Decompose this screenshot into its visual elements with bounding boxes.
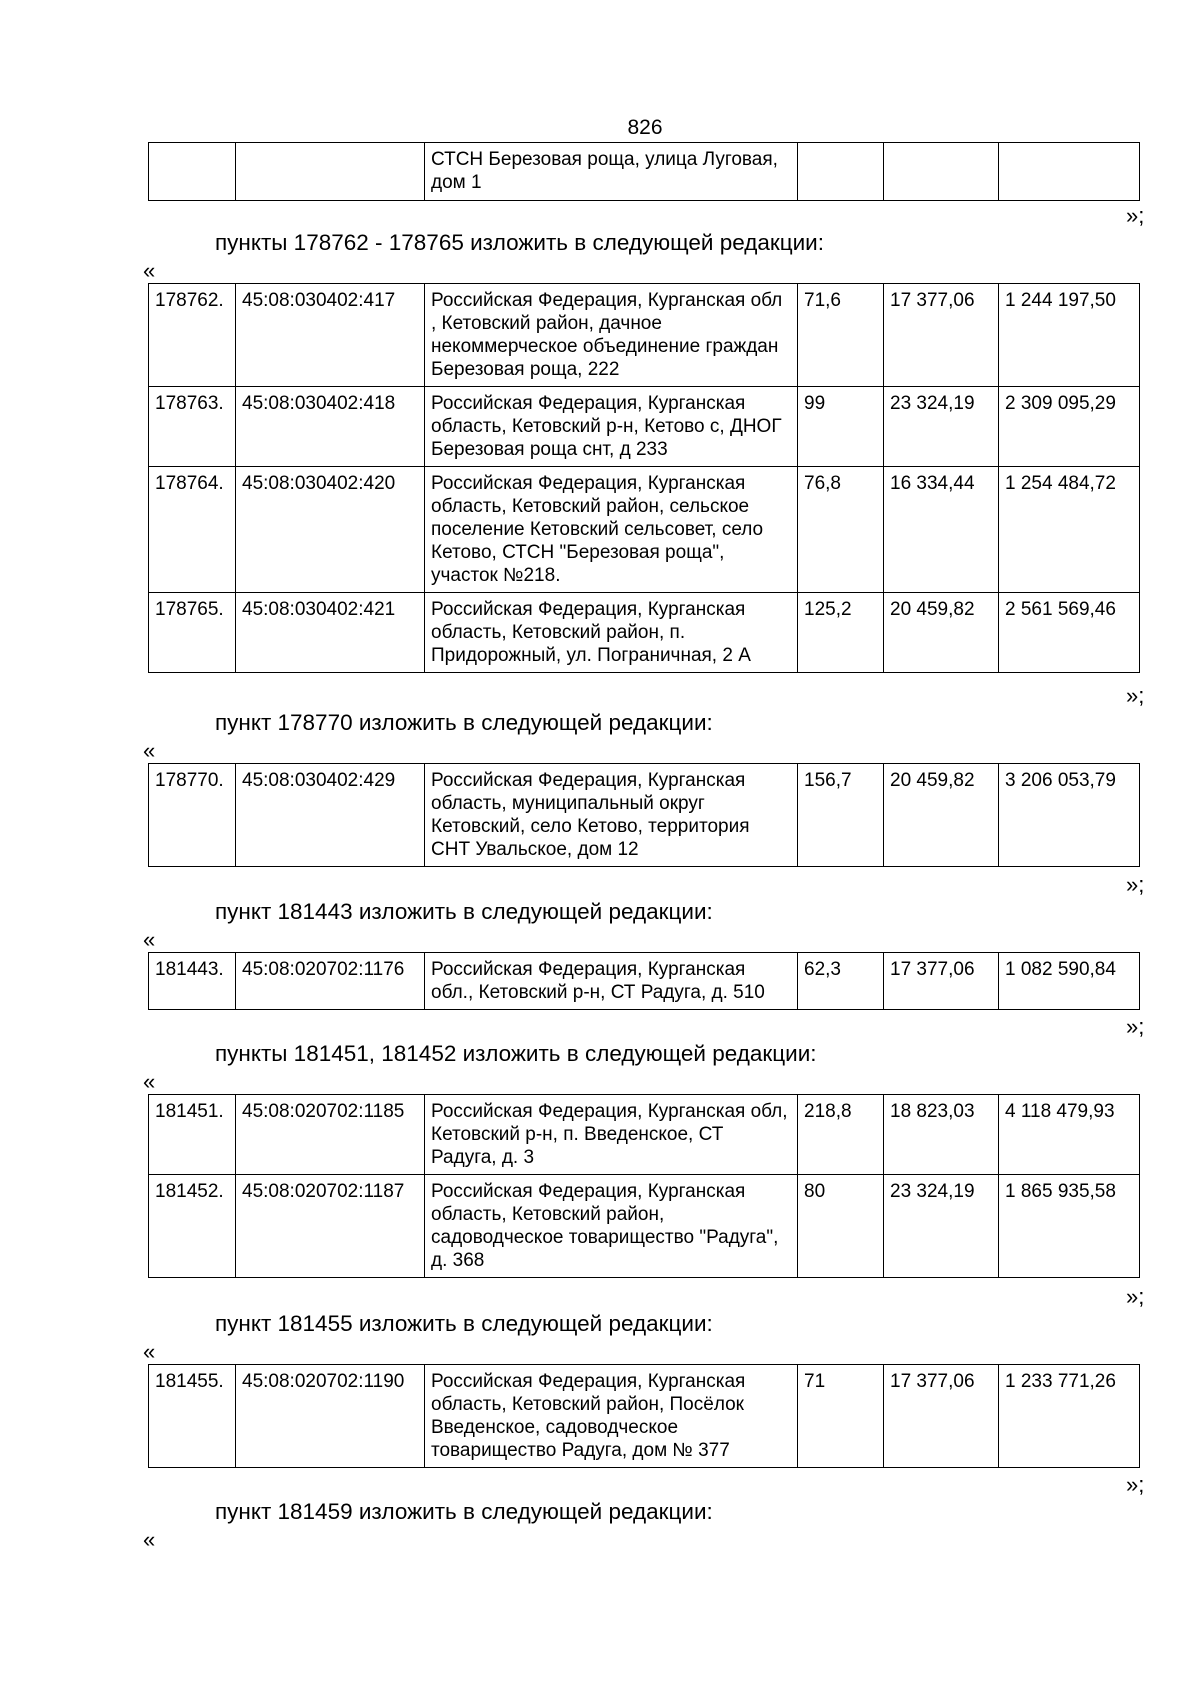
cell-price: 16 334,44 [884, 467, 999, 593]
table-row [149, 1095, 1140, 1175]
table-row [149, 1175, 1140, 1278]
cell-price: 18 823,03 [884, 1095, 999, 1175]
cell-cadastral: 45:08:020702:1190 [236, 1365, 425, 1468]
table-row [149, 1365, 1140, 1468]
cell-num: 178765. [149, 593, 236, 673]
cell-total [999, 143, 1140, 201]
cell-num: 178764. [149, 467, 236, 593]
cell-cadastral: 45:08:030402:418 [236, 387, 425, 467]
open-quote: « [143, 1527, 156, 1552]
cell-area: 71 [798, 1365, 884, 1468]
cell-price: 17 377,06 [884, 1365, 999, 1468]
cell-address: Российская Федерация, Курганская обл., Кетовский р-н, СТ Радуга, д. 510 [425, 953, 798, 1010]
cell-total: 3 206 053,79 [999, 764, 1140, 867]
cell-area: 125,2 [798, 593, 884, 673]
table-row [149, 387, 1140, 467]
cell-price: 23 324,19 [884, 387, 999, 467]
cell-address: Российская Федерация, Курганская область, муниципальный округ Кетовский, село Кетово, территория СНТ Увальское, дом 12 [425, 764, 798, 867]
cell-num: 181452. [149, 1175, 236, 1278]
cell-num: 181443. [149, 953, 236, 1010]
cell-total: 1 082 590,84 [999, 953, 1140, 1010]
cell-area: 62,3 [798, 953, 884, 1010]
cell-address: Российская Федерация, Курганская область, Кетовский р-н, Кетово с, ДНОГ Березовая роща снт, д 233 [425, 387, 798, 467]
cell-address: Российская Федерация, Курганская область, Кетовский район, садоводческое товарищество "Радуга", д. 368 [425, 1175, 798, 1278]
close-quote: »; [1126, 872, 1145, 897]
cell-num: 178763. [149, 387, 236, 467]
cell-cadastral: 45:08:030402:417 [236, 284, 425, 387]
cell-total: 2 561 569,46 [999, 593, 1140, 673]
cell-area: 76,8 [798, 467, 884, 593]
amendment-table [148, 283, 1140, 673]
instruction-text: пункты 178762 - 178765 изложить в следующей редакции: [215, 230, 825, 255]
cell-num: 181455. [149, 1365, 236, 1468]
open-quote: « [143, 258, 156, 283]
cell-price [884, 143, 999, 201]
cell-cadastral: 45:08:020702:1176 [236, 953, 425, 1010]
table-row [149, 467, 1140, 593]
cell-num: 178770. [149, 764, 236, 867]
cell-cadastral: 45:08:030402:420 [236, 467, 425, 593]
cell-price: 20 459,82 [884, 764, 999, 867]
table-row [149, 953, 1140, 1010]
cell-num: 178762. [149, 284, 236, 387]
cell-total: 1 254 484,72 [999, 467, 1140, 593]
cell-address: СТСН Березовая роща, улица Луговая, дом 1 [425, 143, 798, 201]
table-row [149, 764, 1140, 867]
close-quote: »; [1126, 1284, 1145, 1309]
close-quote: »; [1126, 683, 1145, 708]
instruction-text: пункт 181443 изложить в следующей редакции: [215, 899, 713, 924]
instruction-text: пункты 181451, 181452 изложить в следующей редакции: [215, 1041, 817, 1066]
cell-area: 218,8 [798, 1095, 884, 1175]
instruction-text: пункт 178770 изложить в следующей редакции: [215, 710, 713, 735]
page-number: 826 [627, 116, 663, 139]
cell-total: 4 118 479,93 [999, 1095, 1140, 1175]
cell-cadastral [236, 143, 425, 201]
instruction-text: пункт 181455 изложить в следующей редакции: [215, 1311, 713, 1336]
cell-area: 156,7 [798, 764, 884, 867]
open-quote: « [143, 927, 156, 952]
cell-area [798, 143, 884, 201]
cell-total: 2 309 095,29 [999, 387, 1140, 467]
amendment-table [148, 952, 1140, 1010]
cell-total: 1 865 935,58 [999, 1175, 1140, 1278]
cell-price: 23 324,19 [884, 1175, 999, 1278]
cell-address: Российская Федерация, Курганская область, Кетовский район, Посёлок Введенское, садоводческое товарищество Радуга, дом № 377 [425, 1365, 798, 1468]
instruction-text: пункт 181459 изложить в следующей редакции: [215, 1499, 713, 1524]
cell-total: 1 233 771,26 [999, 1365, 1140, 1468]
cell-price: 17 377,06 [884, 284, 999, 387]
table-row [149, 593, 1140, 673]
close-quote: »; [1126, 203, 1145, 228]
close-quote: »; [1126, 1472, 1145, 1497]
cell-address: Российская Федерация, Курганская область, Кетовский район, п. Придорожный, ул. Пограничная, 2 А [425, 593, 798, 673]
cell-area: 80 [798, 1175, 884, 1278]
amendment-table [148, 763, 1140, 867]
cell-price: 17 377,06 [884, 953, 999, 1010]
close-quote: »; [1126, 1014, 1145, 1039]
table-row [149, 284, 1140, 387]
cell-total: 1 244 197,50 [999, 284, 1140, 387]
cell-cadastral: 45:08:030402:429 [236, 764, 425, 867]
cell-cadastral: 45:08:020702:1185 [236, 1095, 425, 1175]
cell-cadastral: 45:08:020702:1187 [236, 1175, 425, 1278]
open-quote: « [143, 1069, 156, 1094]
top-fragment-table [148, 142, 1140, 201]
amendment-table [148, 1094, 1140, 1278]
cell-area: 99 [798, 387, 884, 467]
cell-cadastral: 45:08:030402:421 [236, 593, 425, 673]
cell-num [149, 143, 236, 201]
amendment-table [148, 1364, 1140, 1468]
cell-address: Российская Федерация, Курганская обл , Кетовский район, дачное некоммерческое объединение граждан Березовая роща, 222 [425, 284, 798, 387]
cell-area: 71,6 [798, 284, 884, 387]
table-row [149, 143, 1140, 201]
open-quote: « [143, 1339, 156, 1364]
cell-address: Российская Федерация, Курганская обл, Кетовский р-н, п. Введенское, СТ Радуга, д. 3 [425, 1095, 798, 1175]
cell-price: 20 459,82 [884, 593, 999, 673]
cell-address: Российская Федерация, Курганская область, Кетовский район, сельское поселение Кетовский сельсовет, село Кетово, СТСН "Березовая роща", участок №218. [425, 467, 798, 593]
open-quote: « [143, 738, 156, 763]
cell-num: 181451. [149, 1095, 236, 1175]
